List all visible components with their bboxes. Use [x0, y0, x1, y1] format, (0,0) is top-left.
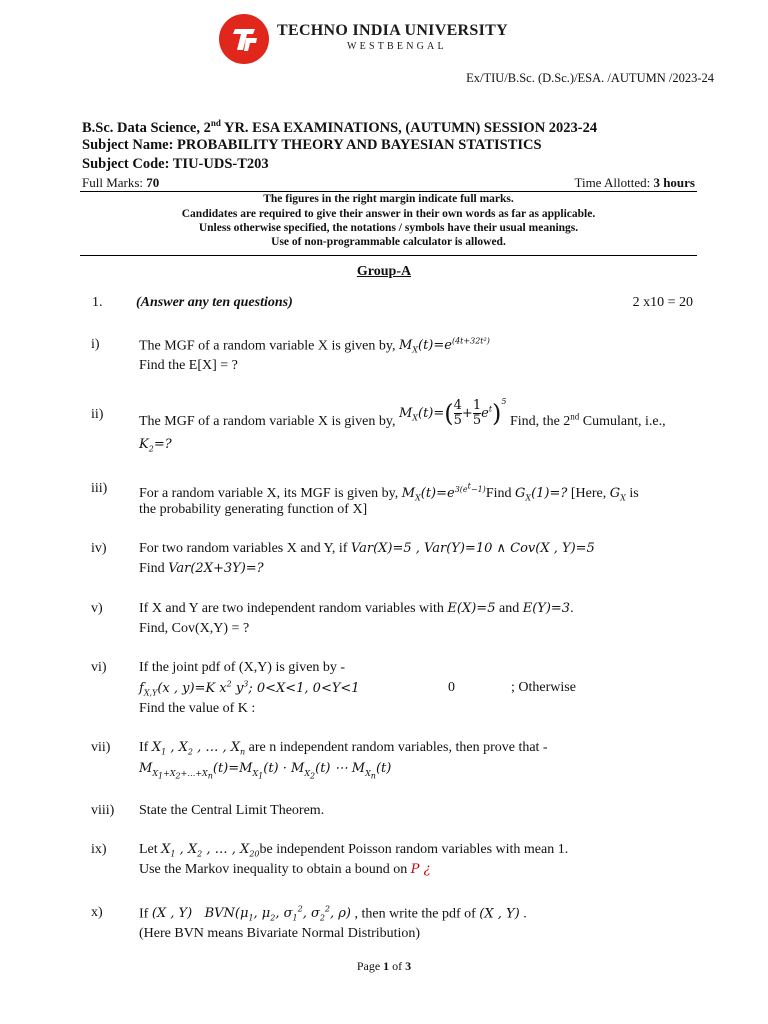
university-logo	[219, 14, 269, 64]
full-marks: Full Marks: 70	[82, 175, 160, 190]
instruction: Use of non-programmable calculator is allowed.	[271, 236, 506, 248]
university-name: TECHNO INDIA UNIVERSITY	[277, 22, 508, 39]
divider	[80, 191, 697, 192]
sub-question-text: The MGF of a random variable X is given by, $M_X(t)=e^{(4t+32t^2)}$	[139, 337, 490, 355]
sub-question-text: If (X , Y) $BVN(\mu_1$, $\mu_2$, $\sigma_1^2$, $\sigma_2^2$, ρ) , then write the pdf of (X , Y) .	[139, 905, 527, 923]
sub-question-text: For two random variables X and Y, if Var(X)=5 , Var(Y)=10 ∧ Cov(X , Y)=5	[139, 541, 595, 556]
question-instruction: (Answer any ten questions)	[136, 295, 293, 310]
sub-question-text: State the Central Limit Theorem.	[139, 803, 325, 818]
question-number: 1.	[92, 295, 103, 310]
sub-question-text: If $X_1$ , $X_2$ , … , $X_n$ are n independent random variables, then prove that -	[139, 740, 548, 757]
sub-question-number: i)	[91, 337, 100, 352]
sub-question-text: Find, Cov(X,Y) = ?	[139, 621, 250, 636]
university-subtitle: WESTBENGAL	[347, 41, 447, 52]
sub-question-number: viii)	[91, 803, 115, 818]
sub-question-text: the probability generating function of X]	[139, 502, 368, 517]
group-heading: Group-A	[356, 264, 412, 279]
sub-question-text: Find Var(2X+3Y)=?	[139, 561, 264, 576]
sub-question-number: vii)	[91, 740, 111, 755]
sub-question-text: If the joint pdf of (X,Y) is given by -	[139, 660, 346, 675]
sub-question-text: Let $X_1$ , $X_2$ , … , $X_{20}be$ independent Poisson random variables with mean 1.	[139, 842, 569, 859]
divider	[80, 255, 697, 256]
instruction: Unless otherwise specified, the notations / symbols have their usual meanings.	[198, 222, 579, 234]
sub-question-number: vi)	[91, 660, 107, 675]
sub-question-text: ; Otherwise	[511, 680, 576, 695]
sub-question-number: v)	[91, 601, 103, 616]
sub-question-number: iv)	[91, 541, 107, 556]
sub-question-text: For a random variable X, its MGF is given by, $M_X(t)=e^{3(e^t-1)}Find$ $G_X(1)=$? [Here, $G_X$ is	[139, 481, 639, 503]
sub-question-text: Find the value of K :	[139, 701, 256, 716]
sub-question-text: (Here BVN means Bivariate Normal Distribution)	[139, 926, 421, 941]
page-number: Page 1 of 3	[356, 959, 412, 973]
sub-question-text: $f_{X,Y}(x$ , y)=K $x^2$ $y^3$; 0<X<1, 0<Y<1	[139, 680, 360, 698]
instruction: The figures in the right margin indicate full marks.	[263, 193, 514, 205]
sub-question-text: Find the E[X] = ?	[139, 358, 238, 373]
exam-reference: Ex/TIU/B.Sc. (D.Sc.)/ESA. /AUTUMN /2023-24	[466, 71, 714, 85]
sub-question-text: 0	[448, 680, 455, 695]
exam-title: B.Sc. Data Science, 2nd YR. ESA EXAMINATIONS, (AUTUMN) SESSION 2023-24	[82, 118, 598, 136]
sub-question-number: iii)	[91, 481, 108, 496]
subject-code: Subject Code: TIU-UDS-T203	[82, 156, 269, 172]
sub-question-number: ix)	[91, 842, 107, 857]
sub-question-number: ii)	[91, 407, 104, 422]
subject-name: Subject Name: PROBABILITY THEORY AND BAYESIAN STATISTICS	[82, 137, 542, 153]
sub-question-text: $K_2=$?	[139, 437, 172, 454]
sub-question-text: If X and Y are two independent random variables with E(X)=5 and E(Y)=3.	[139, 601, 574, 616]
time-allotted: Time Allotted: 3 hours	[574, 175, 695, 190]
instruction: Candidates are required to give their answer in their own words as far as applicable.	[181, 208, 596, 220]
sub-question-text: The MGF of a random variable X is given by, $M_X(t)=$( $\frac{4}{5}$ + $\frac{1}{5}$ $e^t)^5$ Find, the 2nd Cumulant, i.e.,	[139, 396, 666, 429]
sub-question-text: $M_{X_1+X_2+\dots+X_n}(t)=M_{X_1}(t) \cdot M_{X_2}(t)$ ⋯ $M_{X_n}(t)$	[139, 761, 392, 781]
sub-question-text: Use the Markov inequality to obtain a bound on P ¿	[139, 862, 431, 877]
question-marks: 2 x10 = 20	[632, 295, 693, 310]
sub-question-number: x)	[91, 905, 103, 920]
logo-mark-icon	[219, 14, 269, 64]
